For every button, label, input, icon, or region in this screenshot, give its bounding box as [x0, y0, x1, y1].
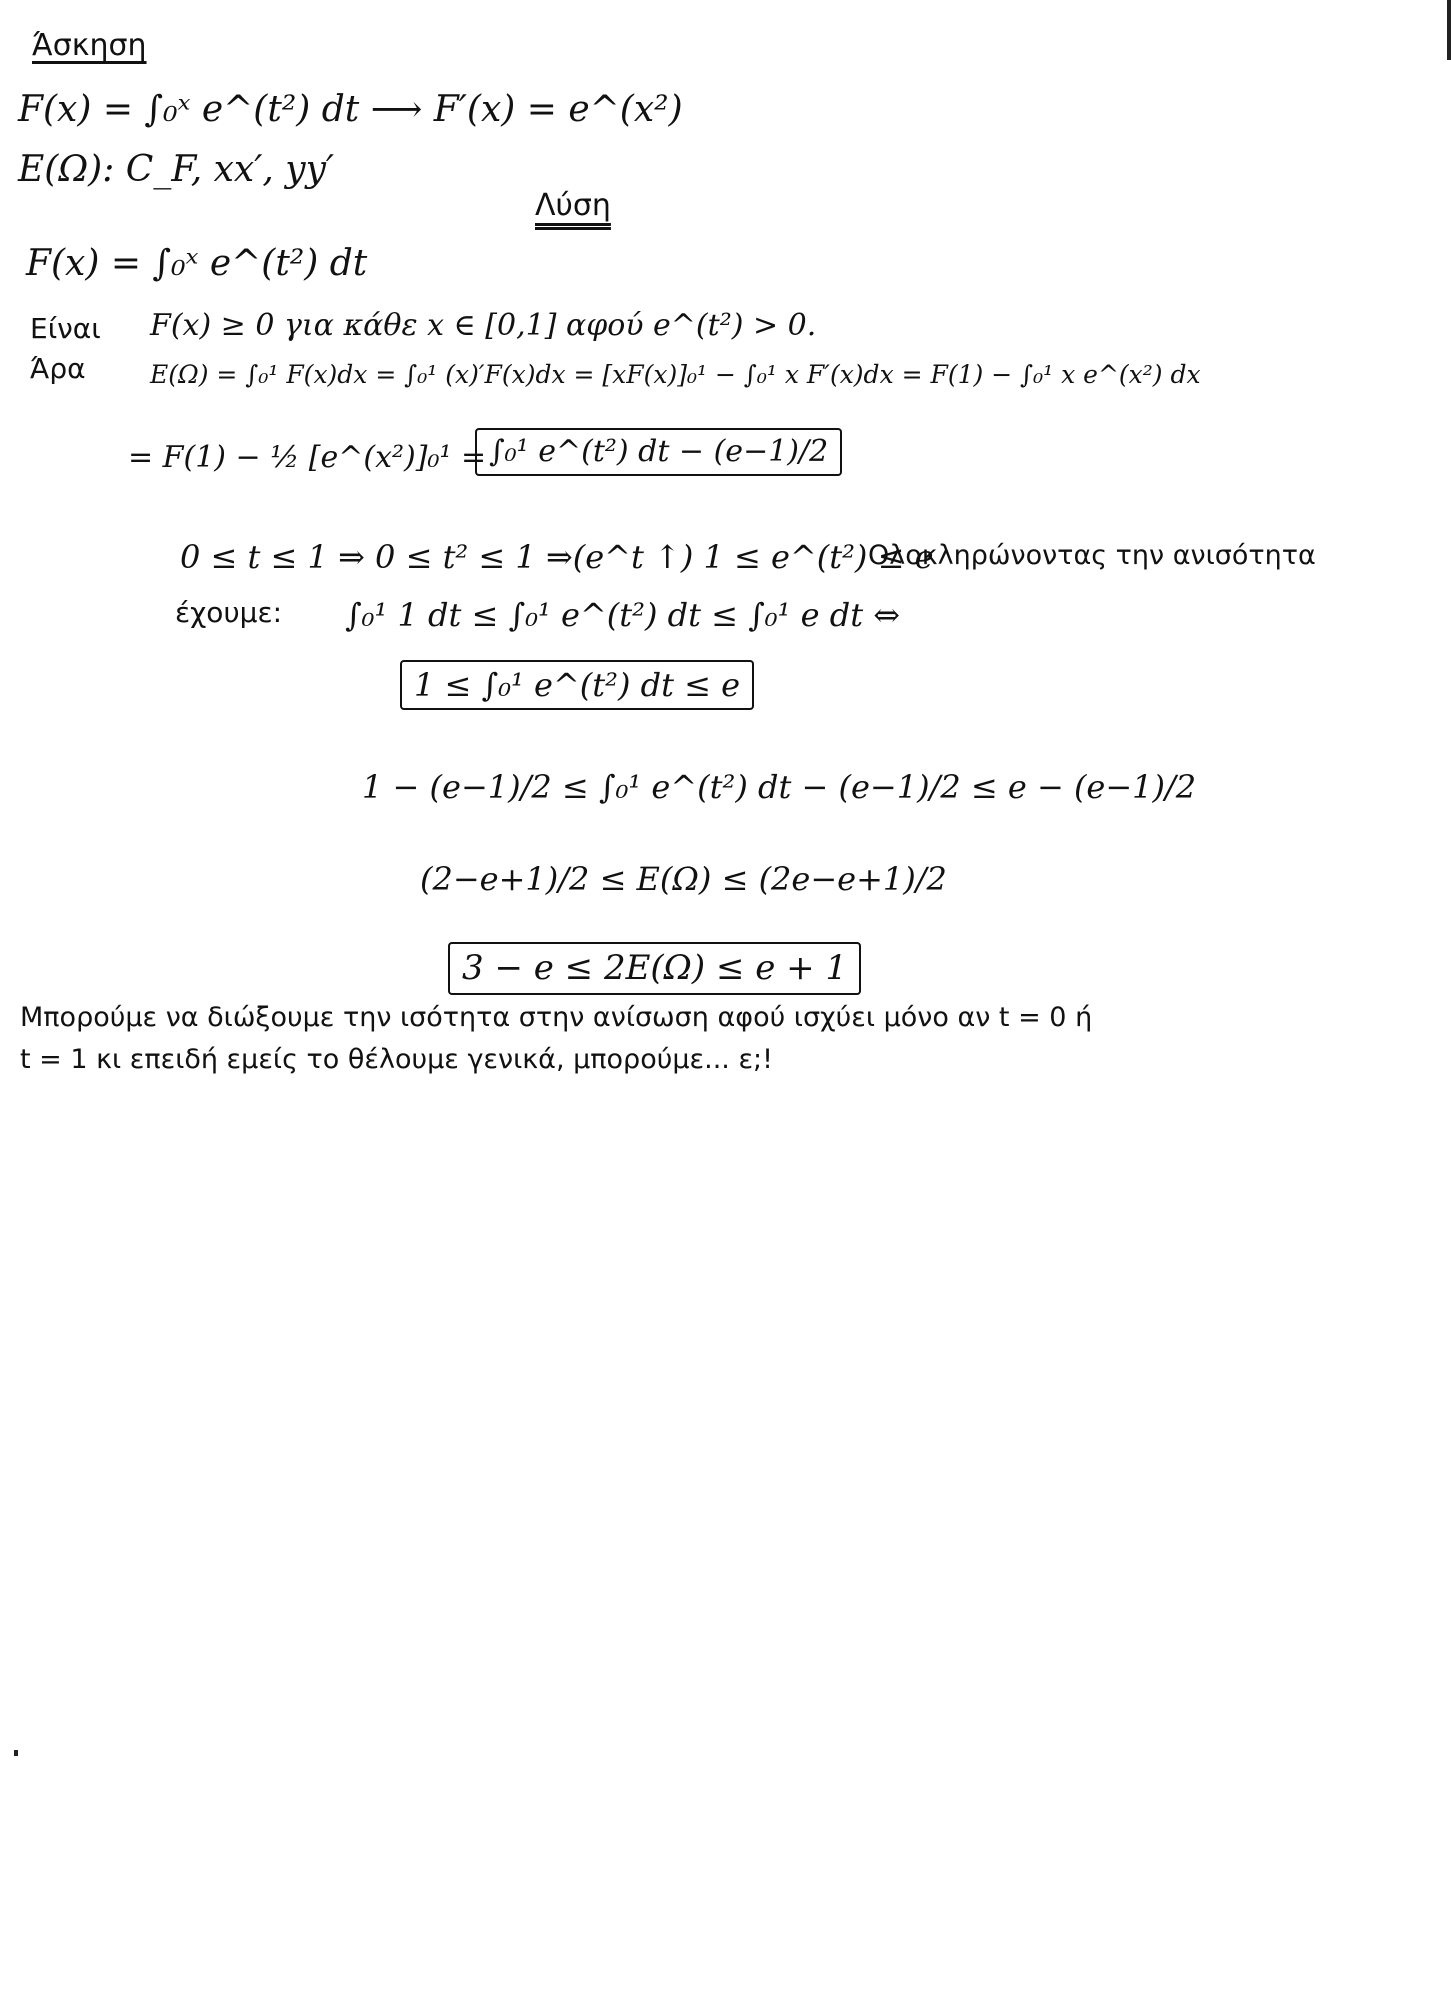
heading-solution: Λύση: [535, 188, 611, 223]
subtracted-inequality: 1 − (e−1)/2 ≤ ∫₀¹ e^(t²) dt − (e−1)/2 ≤ e − (e−1)/2: [362, 768, 1197, 806]
given-definition: F(x) = ∫₀ˣ e^(t²) dt ⟶ F′(x) = e^(x²): [18, 89, 683, 130]
sign-statement: F(x) ≥ 0 για κάθε x ∈ [0,1] αφού e^(t²) > 0.: [150, 308, 817, 343]
ara-statement: E(Ω) = ∫₀¹ F(x)dx = ∫₀¹ (x)′F(x)dx = [xF(x)]₀¹ − ∫₀¹ x F′(x)dx = F(1) − ∫₀¹ x e^(x²) dx: [150, 360, 1201, 389]
note-line-2: t = 1 κι επειδή εμείς το θέλουμε γενικά, μπορούμε... ε;!: [20, 1044, 773, 1075]
final-boxed: 3 − e ≤ 2E(Ω) ≤ e + 1: [448, 942, 861, 995]
inequality-comment: Ολοκληρώνοντας την ανισότητα: [868, 540, 1316, 571]
scan-speck: [14, 1750, 18, 1756]
ara-label: Άρα: [30, 352, 86, 385]
bound-boxed: 1 ≤ ∫₀¹ e^(t²) dt ≤ e: [400, 660, 754, 710]
echoume-label: έχουμε:: [175, 596, 283, 629]
inequality-chain: 0 ≤ t ≤ 1 ⇒ 0 ≤ t² ≤ 1 ⇒(e^t ↑) 1 ≤ e^(t²) ≤ e: [180, 538, 934, 576]
sign-label: Είναι: [30, 312, 101, 345]
note-line-1: Μπορούμε να διώξουμε την ισότητα στην ανίσωση αφού ισχύει μόνο αν t = 0 ή: [20, 1002, 1093, 1033]
fraction-inequality: (2−e+1)/2 ≤ E(Ω) ≤ (2e−e+1)/2: [420, 860, 947, 898]
given-region: E(Ω): C_F, xx′, yy′: [18, 149, 335, 190]
result-boxed: ∫₀¹ e^(t²) dt − (e−1)/2: [475, 428, 842, 476]
result-prefix: = F(1) − ½ [e^(x²)]₀¹ =: [128, 440, 487, 475]
heading-given: Άσκηση: [32, 28, 147, 63]
integrated-inequality: ∫₀¹ 1 dt ≤ ∫₀¹ e^(t²) dt ≤ ∫₀¹ e dt ⇔: [345, 596, 901, 634]
solution-definition: F(x) = ∫₀ˣ e^(t²) dt: [26, 243, 368, 284]
scan-edge-mark: [1447, 0, 1451, 60]
